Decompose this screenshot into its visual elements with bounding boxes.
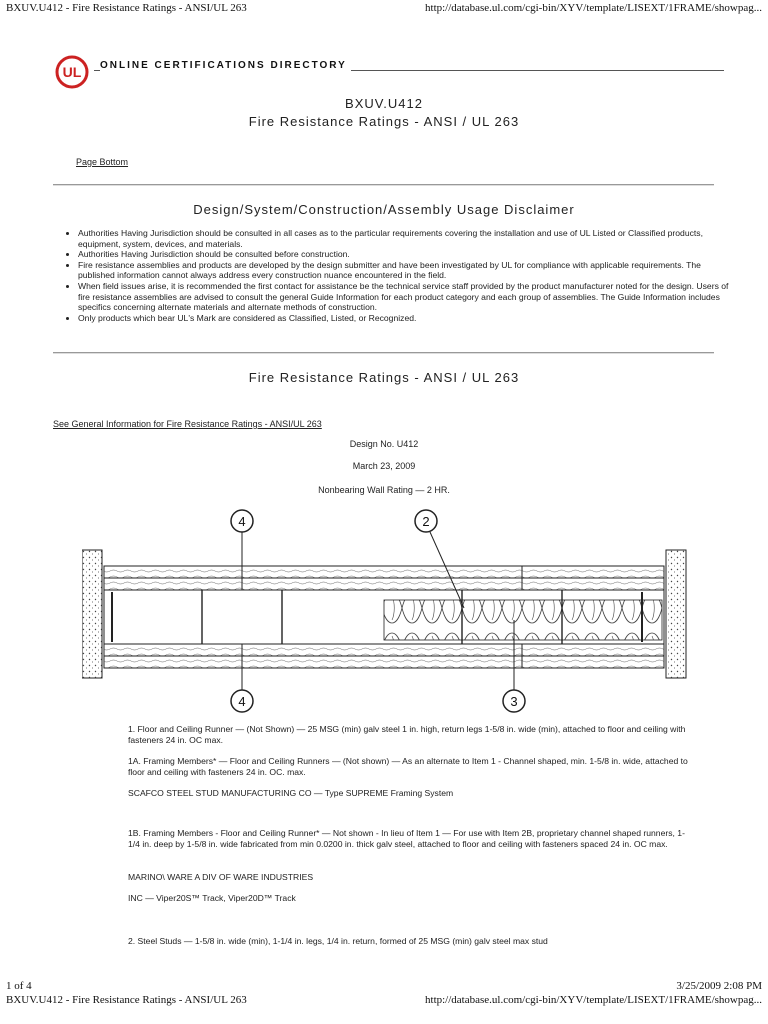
- general-info-link[interactable]: See General Information for Fire Resistance Ratings - ANSI/UL 263: [53, 419, 322, 429]
- footer-datetime: 3/25/2009 2:08 PM: [676, 980, 762, 992]
- print-footer: [6, 980, 762, 994]
- header-page-title: BXUV.U412 - Fire Resistance Ratings - ANSI/UL 263: [6, 2, 247, 14]
- callout-label: 2: [422, 514, 430, 529]
- page-code: BXUV.U412: [345, 96, 423, 111]
- wall-assembly-drawing: [82, 508, 690, 714]
- directory-banner: [54, 54, 724, 94]
- list-item: • Authorities Having Jurisdiction should be consulted before construction.: [78, 249, 733, 260]
- item-1b-text: 1B. Framing Members - Floor and Ceiling Runner* — Not shown - In lieu of Item 1 — For use with Item 2B, proprietary channel shaped runners, 1-1/4 in. deep by 1-5/8 in. wide fabricated from min 0.0200 in. thick galv steel, attached to floor and ceiling with fasteners spaced 24 in. OC max.: [128, 828, 685, 849]
- footer-page-count: 1 of 4: [6, 980, 32, 992]
- item-1-text: 1. Floor and Ceiling Runner — (Not Shown) — 25 MSG (min) galv steel 1 in. high, return legs 1-5/8 in. wide (min), attached to floor and ceiling with fasteners 24 in. OC max.: [128, 724, 686, 745]
- disclaimer-title: Design/System/Construction/Assembly Usage Disclaimer: [193, 202, 575, 217]
- item-1a-text: 1A. Framing Members* — Floor and Ceiling Runners — (Not shown) — As an alternate to Item 1 - Channel shaped, min. 1-5/8 in. wide, attached to floor and ceiling with fasteners 24 in. OC. max.: [128, 756, 688, 777]
- item-1b-manufacturer: MARINO\ WARE A DIV OF WARE INDUSTRIES: [128, 872, 314, 882]
- header-url: http://database.ul.com/cgi-bin/XYV/template/LISEXT/1FRAME/showpag...: [425, 2, 762, 14]
- disclaimer-list: [60, 228, 733, 323]
- footer-page-title: BXUV.U412 - Fire Resistance Ratings - ANSI/UL 263: [6, 994, 247, 1006]
- section-title: Fire Resistance Ratings - ANSI / UL 263: [248, 370, 520, 385]
- list-item: • When field issues arise, it is recommended the first contact for assistance be the technical service staff provided by the product manufacturer noted for the design. Users of fire resistance assemblies are advised to consult the general Guide Information for each product category and each group of assemblies. The Guide Information includes specifics concerning alternate materials and alternate methods of construction.: [78, 281, 733, 313]
- ul-logo[interactable]: [54, 54, 90, 90]
- item-2-text: 2. Steel Studs — 1-5/8 in. wide (min), 1-1/4 in. legs, 1/4 in. return, formed of 25 MSG (min) galv steel max stud: [128, 936, 548, 946]
- design-number: Design No. U412: [349, 439, 419, 449]
- design-date: March 23, 2009: [352, 461, 416, 471]
- print-footer-2: [6, 994, 762, 1008]
- divider: [53, 352, 714, 354]
- item-1a-manufacturer: SCAFCO STEEL STUD MANUFACTURING CO — Type SUPREME Framing System: [128, 788, 454, 798]
- svg-text:UL: UL: [62, 64, 82, 80]
- page-subtitle: Fire Resistance Ratings - ANSI / UL 263: [248, 114, 520, 129]
- divider: [53, 184, 714, 186]
- footer-url: http://database.ul.com/cgi-bin/XYV/template/LISEXT/1FRAME/showpag...: [425, 994, 762, 1006]
- directory-label: ONLINE CERTIFICATIONS DIRECTORY: [100, 60, 351, 71]
- list-item: • Authorities Having Jurisdiction should be consulted in all cases as to the particular requirements covering the installation and use of UL Listed or Classified products, equipment, system, devices, and materials.: [78, 228, 733, 249]
- item-1b-products: INC — Viper20S™ Track, Viper20D™ Track: [128, 893, 296, 903]
- callout-label: 3: [510, 694, 518, 709]
- callout-label: 4: [238, 694, 246, 709]
- design-rating: Nonbearing Wall Rating — 2 HR.: [318, 485, 450, 495]
- list-item: • Only products which bear UL's Mark are considered as Classified, Listed, or Recognized.: [78, 313, 733, 324]
- print-header: [6, 0, 762, 18]
- list-item: • Fire resistance assemblies and products are developed by the design submitter and have been investigated by UL for compliance with applicable requirements. The published information cannot always address every construction nuance encountered in the field.: [78, 260, 733, 281]
- callout-label: 4: [238, 514, 246, 529]
- page-bottom-link[interactable]: Page Bottom: [76, 157, 129, 167]
